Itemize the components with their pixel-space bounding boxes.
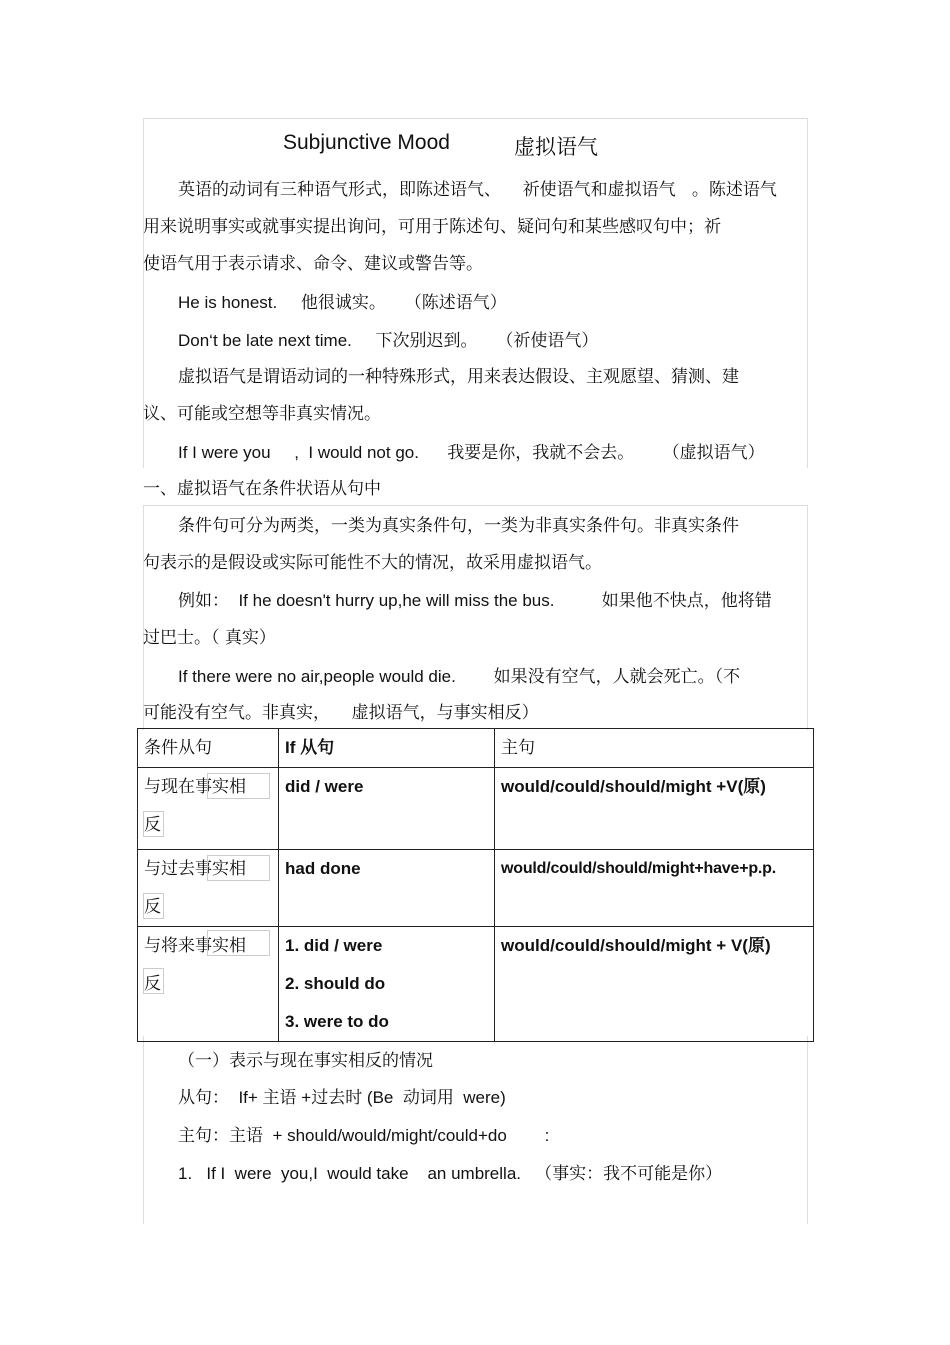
frame-mid-line [143, 505, 807, 506]
cell-artifact-box [143, 811, 164, 837]
definition-line-1: 虚拟语气是谓语动词的一种特殊形式，用来表达假设、主观愿望、猜测、建 [178, 367, 739, 387]
row-condition-line1: 与将来事实相 [144, 936, 246, 956]
page-title-en: Subjunctive Mood [283, 131, 450, 154]
cell-artifact-box [143, 893, 164, 919]
row-condition-line2: 反 [144, 815, 161, 835]
table-header-row [138, 729, 814, 768]
header-cell-if [279, 729, 495, 768]
example-indicative: He is honest. 他很诚实。 （陈述语气） [178, 293, 507, 312]
header-cell-condition: 条件从句 [138, 729, 279, 768]
row-if-cell: had done [279, 850, 495, 927]
cell-artifact-box [207, 855, 270, 881]
section-heading: 一、虚拟语气在条件状语从句中 [143, 479, 381, 499]
row-main-cell: would/could/should/might+have+p.p. [495, 850, 814, 927]
row-main-cell: would/could/should/might + V(原) [495, 927, 814, 1042]
intro-line-3: 使语气用于表示请求、命令、建议或警告等。 [143, 254, 483, 274]
section-para-4: 过巴士。（ 真实） [143, 628, 276, 648]
intro-line-1: 英语的动词有三种语气形式，即陈述语气、 祈使语气和虚拟语气 。陈述语气 [178, 180, 777, 200]
cell-artifact-box [143, 968, 164, 994]
cell-artifact-box [207, 773, 270, 799]
row-main-cell: would/could/should/might +V(原) [495, 768, 814, 850]
section-para-1: 条件句可分为两类，一类为真实条件句，一类为非真实条件句。非真实条件 [178, 516, 739, 536]
section-para-5: If there were no air,people would die. 如果没有空气，人就会死亡。（不 [178, 667, 741, 686]
intro-line-2: 用来说明事实或就事实提出询问，可用于陈述句、疑问句和某些感叹句中；祈 [143, 217, 721, 237]
row-if-cell: did / were [279, 768, 495, 850]
row-condition-line2: 反 [144, 974, 161, 994]
if-option-1: 1. did / were [285, 936, 383, 955]
example-subjunctive: If I were you , I would not go. 我要是你，我就不会去。 （虚拟语气） [178, 443, 765, 462]
header-if-text: If 从句 [285, 738, 335, 757]
section-para-2: 句表示的是假设或实际可能性不大的情况，故采用虚拟语气。 [143, 553, 602, 573]
subsection-clause-rule: 从句： If+ 主语 +过去时 (Be 动词用 were) [178, 1088, 506, 1107]
header-cell-main: 主句 [495, 729, 814, 768]
example-imperative: Don‘t be late next time. 下次别迟到。 （祈使语气） [178, 331, 599, 350]
subsection-heading: （一）表示与现在事实相反的情况 [178, 1051, 433, 1071]
definition-line-2: 议、可能或空想等非真实情况。 [143, 404, 381, 424]
row-if-cell [279, 927, 495, 1042]
if-option-2: 2. should do [285, 974, 386, 993]
subsection-example: 1. If I were you,I would take an umbrella. （事实：我不可能是你） [178, 1164, 723, 1183]
subsection-main-rule: 主句：主语 + should/would/might/could+do : [178, 1126, 550, 1145]
row-condition-line1: 与过去事实相 [144, 859, 246, 879]
page-title-zh: 虚拟语气 [514, 135, 598, 159]
cell-artifact-box [207, 930, 270, 956]
row-condition-line1: 与现在事实相 [144, 777, 246, 797]
if-option-3: 3. were to do [285, 1012, 389, 1031]
section-para-3: 例如： If he doesn't hurry up,he will miss the bus. 如果他不快点，他将错 [178, 591, 772, 610]
section-para-6: 可能没有空气。非真实， 虚拟语气，与事实相反） [143, 703, 539, 723]
row-condition-line2: 反 [144, 897, 161, 917]
frame-block-2 [143, 505, 808, 730]
